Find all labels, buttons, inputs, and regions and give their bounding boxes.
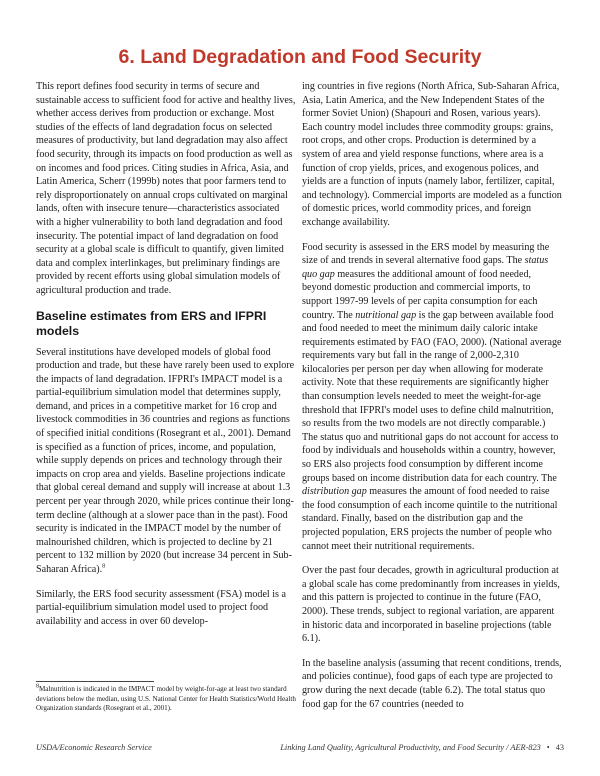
impact-model-paragraph [36, 346, 296, 577]
production-growth-paragraph: Over the past four decades, growth in agricultural production at a global scale has come predominantly from increases in yields, and this pattern is projected to continue in the future (FAO, 2000). These trends, subject to regional variation, are apparent in historic data and incorporated in baseline projections (table 6.1). [302, 565, 560, 645]
footnote [36, 685, 298, 714]
footer-title: Linking Land Quality, Agricultural Productivity, and Food Security / AER-823 [280, 743, 541, 752]
footer-publisher: USDA/Economic Research Service [36, 743, 152, 752]
footnote-marker: 8 [36, 683, 39, 690]
impact-model-text: Several institutions have developed models of global food production and trade, but these have rarely been used to explore the impacts of land degradation. IFPRI's IMPACT model is a partial-equilibrium simulation model that determines supply, demand, and prices in a competitive market for 16 crop and livestock commodities in 36 countries and regions as functions of specified initial conditions (Rosegrant et al., 2001). Demand is specified as a function of prices, income, and population, while supply depends on prices and technology through their impacts on crop area and yields. Baseline projections indicate that global cereal demand and supply will increase at about 1.3 percent per year through 2020, while prices continue their long-term decline (although at a slower pace than in the past). Food security is indicated in the IMPACT model by the number of malnourished children, which is projected to decline by 21 percent to 132 million by 2020 (but increase 34 percent in Sub-Saharan Africa). [36, 346, 295, 575]
footer-citation [280, 743, 564, 752]
text-span: measures the additional amount of food needed, beyond domestic production and commercial imports, to support 1997-99 levels of per capita consumption for each country. The [302, 268, 538, 321]
intro-paragraph: This report defines food security in terms of secure and sustainable access to sufficient food for active and healthy lives, whether access derives from production or exchange. Most studies of the effects of land degradation focus on selected measures of productivity, but land degradation may also affect food security, through its impacts on food production as well as on incomes and food prices. Citing studies in Africa, Asia, and Latin America, Scherr (1999b) notes that poor farmers tend to rely disproportionately on annual crops cultivated on marginal lands, often with insecure tenure—characteristics associated with a higher vulnerability to both land degradation and food insecurity. The potential impact of land degradation on food security at a global scale is difficult to quantify, given limited data and complex interlinkages, but preliminary findings are provided by recent efforts using global simulation models of agricultural production and trade. [36, 81, 296, 296]
fsa-continued-paragraph: ing countries in five regions (North Africa, Sub-Saharan Africa, Asia, Latin America, and the New Independent States of the former Soviet Union) (Shapouri and Rosen, various years). Each country model includes three commodity groups: grains, root crops, and other crops. Production is determined by a system of area and yield response functions, where area is a function of crop yields, prices, and exogenous polices, and yields are a function of inputs (namely labor, fertilizer, capital, and technology). Commercial imports are modeled as a function of domestic prices, world commodity prices, and foreign exchange availability. [302, 81, 562, 228]
footnote-text: Malnutrition is indicated in the IMPACT model by weight-for-age at least two standard deviations below the median, using U.S. National Center for Health Statistics/World Health Organization standards (Rosegrant et al., 2001). [36, 685, 296, 713]
term-nutritional-gap: nutritional gap [355, 309, 417, 321]
food-gaps-paragraph [302, 241, 562, 554]
baseline-analysis-paragraph: In the baseline analysis (assuming that recent conditions, trends, and policies continue), food gaps of each type are projected to grow during the next decade (table 6.2). The total status quo food gap for the 67 countries (needed to [302, 657, 562, 710]
term-status-quo-gap: status quo gap [302, 255, 549, 280]
text-span: measures the amount of food needed to raise the food consumption of each income quintile to the nutritional standard. Finally, based on the distribution gap and the projected population, ERS projects the number of people who cannot meet their nutritional requirements. [302, 486, 558, 552]
text-span: Food security is assessed in the ERS model by measuring the size of and trends in several alternative food gaps. The [302, 241, 550, 267]
right-column [302, 80, 562, 722]
term-distribution-gap: distribution gap [302, 486, 367, 498]
footnote-ref: 8 [102, 563, 106, 570]
section-heading: Baseline estimates from ERS and IFPRI models [36, 308, 267, 338]
fsa-model-paragraph: Similarly, the ERS food security assessment (FSA) model is a partial-equilibrium simulation model used to project food availability and access in over 60 develop- [36, 588, 286, 627]
left-column [36, 80, 296, 639]
text-span: is the gap between available food and food needed to meet the minimum daily caloric intake requirements estimated by FAO (FAO, 2000). (National average requirements vary but fall in the range of 2,000-2,310 kilocalories per person per day when allowing for moderate activity. Note that these requirements are significantly higher than consumption levels needed to meet the weight-for-age threshold that IFPRI's model uses to define child malnutrition, so results from the two models are not directly comparable.) The status quo and nutritional gaps do not account for access to food by individuals and households within a country, however, so ERS also projects food consumption by different income groups based on income distribution data for each country. The [302, 309, 562, 484]
page-title: 6. Land Degradation and Food Security [118, 46, 482, 68]
footer-bullet: • [546, 743, 550, 752]
page-number: 43 [555, 743, 564, 752]
footnote-divider [36, 681, 154, 682]
